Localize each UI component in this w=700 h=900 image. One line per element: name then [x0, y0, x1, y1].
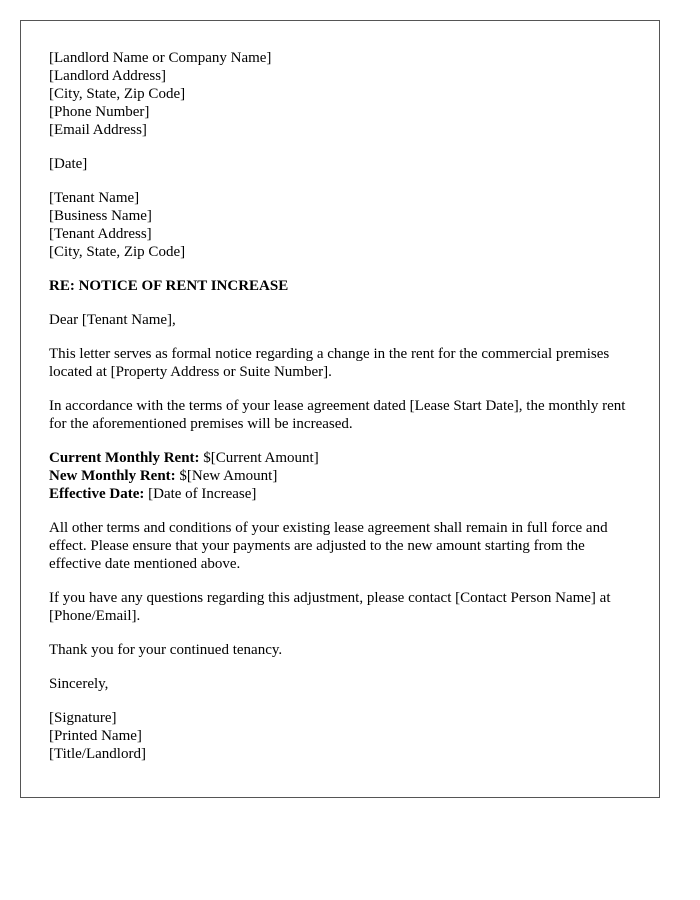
- current-rent-value: $[Current Amount]: [199, 450, 319, 466]
- new-rent-label: New Monthly Rent:: [49, 468, 176, 484]
- effective-date-row: [49, 485, 631, 503]
- current-rent-row: [49, 449, 631, 467]
- recipient-block: [49, 189, 631, 261]
- effective-date-value: [Date of Increase]: [144, 486, 257, 502]
- sender-block: [49, 49, 631, 139]
- sender-address: [Landlord Address]: [49, 68, 167, 84]
- recipient-tenant-address: [Tenant Address]: [49, 226, 152, 242]
- sender-city-state-zip: [City, State, Zip Code]: [49, 86, 186, 102]
- signature-placeholder: [Signature]: [49, 710, 117, 726]
- recipient-tenant-name: [Tenant Name]: [49, 190, 140, 206]
- sender-phone: [Phone Number]: [49, 104, 150, 120]
- paragraph-contact: If you have any questions regarding this adjustment, please contact [Contact Person Name] at [Phone/Email].: [49, 590, 611, 624]
- letter-date: [Date]: [49, 156, 88, 172]
- subject-line: RE: NOTICE OF RENT INCREASE: [49, 278, 289, 294]
- signer-title: [Title/Landlord]: [49, 746, 146, 762]
- sender-email: [Email Address]: [49, 122, 147, 138]
- new-rent-value: $[New Amount]: [175, 468, 278, 484]
- signature-block: [49, 709, 631, 763]
- effective-date-label: Effective Date:: [49, 486, 145, 502]
- new-rent-row: [49, 467, 631, 485]
- printed-name: [Printed Name]: [49, 728, 142, 744]
- paragraph-other-terms: All other terms and conditions of your existing lease agreement shall remain in full force and effect. Please ensure that your payments are adjusted to the new amount starting from the effective date mentioned above.: [49, 520, 608, 572]
- letter-page: [20, 20, 660, 798]
- salutation: Dear [Tenant Name],: [49, 312, 176, 328]
- sender-name: [Landlord Name or Company Name]: [49, 50, 272, 66]
- recipient-city-state-zip: [City, State, Zip Code]: [49, 244, 186, 260]
- closing: Sincerely,: [49, 676, 109, 692]
- current-rent-label: Current Monthly Rent:: [49, 450, 200, 466]
- paragraph-notice: This letter serves as formal notice regarding a change in the rent for the commercial premises located at [Property Address or Suite Number].: [49, 346, 610, 380]
- rent-details: [49, 449, 631, 503]
- recipient-business-name: [Business Name]: [49, 208, 152, 224]
- paragraph-thanks: Thank you for your continued tenancy.: [49, 642, 283, 658]
- paragraph-lease-terms: In accordance with the terms of your lease agreement dated [Lease Start Date], the monthly rent for the aforementioned premises will be increased.: [49, 398, 626, 432]
